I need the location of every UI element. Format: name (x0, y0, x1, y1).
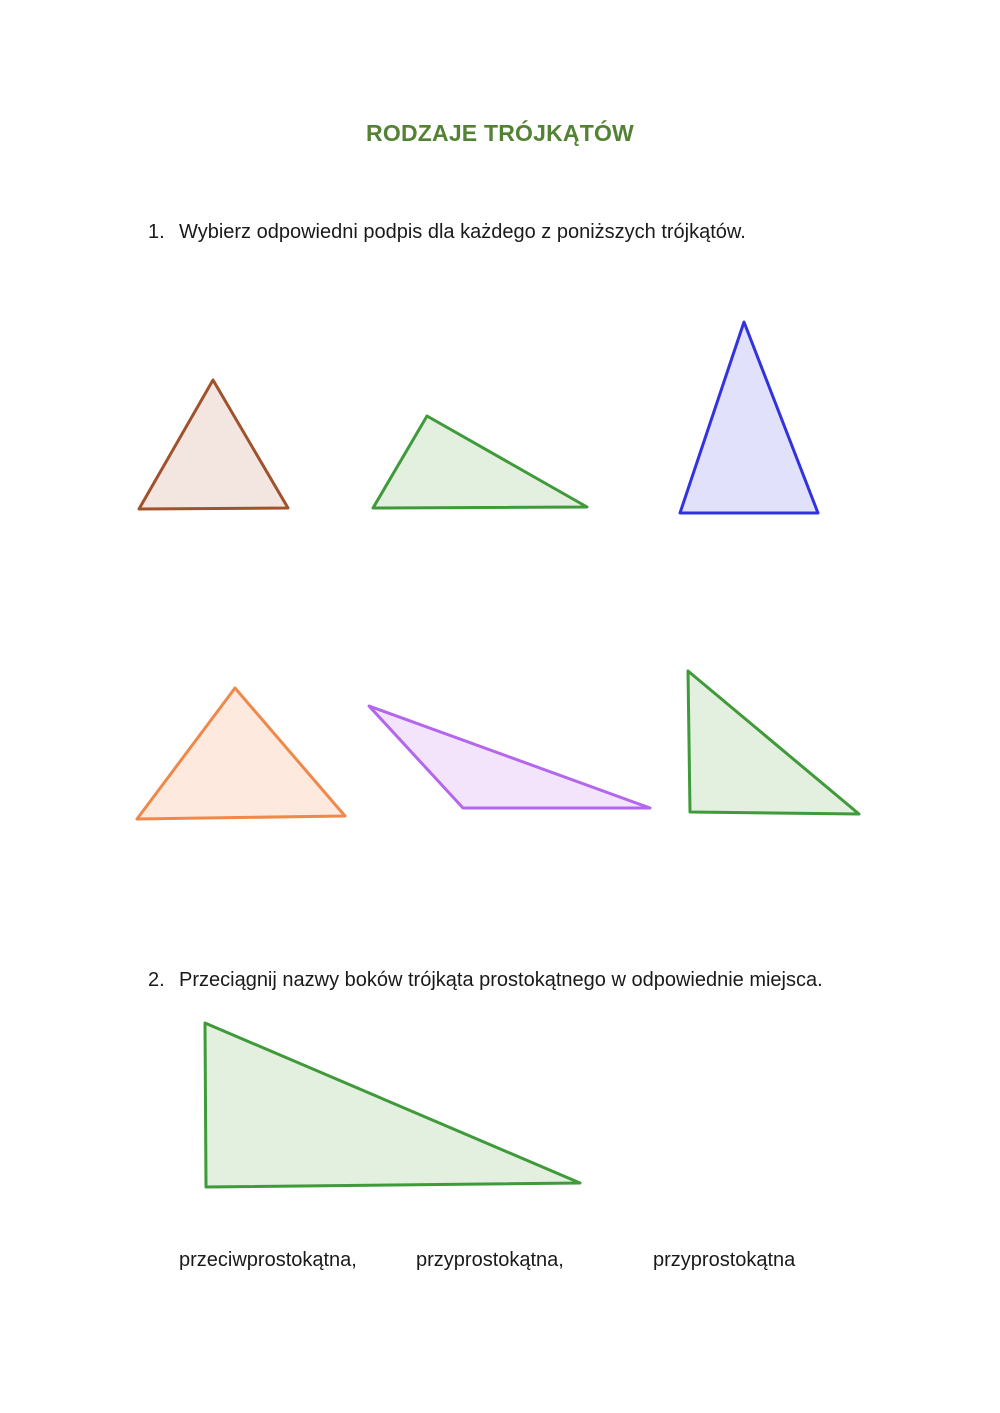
obtuse-triangle-purple[interactable] (369, 706, 650, 808)
worksheet-title: RODZAJE TRÓJKĄTÓW (366, 120, 634, 146)
equilateral-triangle-brown[interactable] (139, 380, 288, 509)
task-1-number: 1. (148, 221, 165, 243)
right-triangle-figure (0, 1000, 1000, 1220)
obtuse-triangle-green[interactable] (373, 416, 587, 508)
label-leg-1[interactable]: przyprostokątna, (416, 1249, 564, 1271)
task-1-text: Wybierz odpowiedni podpis dla każdego z poniższych trójkątów. (179, 221, 746, 243)
acute-triangle-orange[interactable] (137, 688, 345, 819)
task-2-number: 2. (148, 969, 165, 991)
label-hypotenuse[interactable]: przeciwprostokątna, (179, 1249, 357, 1271)
task-2-instruction (148, 968, 823, 992)
right-triangle-green[interactable] (688, 671, 859, 814)
task-2-text: Przeciągnij nazwy boków trójkąta prostokątnego w odpowiednie miejsca. (179, 969, 823, 991)
label-leg-2[interactable]: przyprostokątna (653, 1249, 796, 1271)
isosceles-triangle-blue[interactable] (680, 322, 818, 513)
vertical-leg-drop-target[interactable] (205, 1023, 206, 1187)
horizontal-leg-drop-target[interactable] (206, 1183, 580, 1187)
